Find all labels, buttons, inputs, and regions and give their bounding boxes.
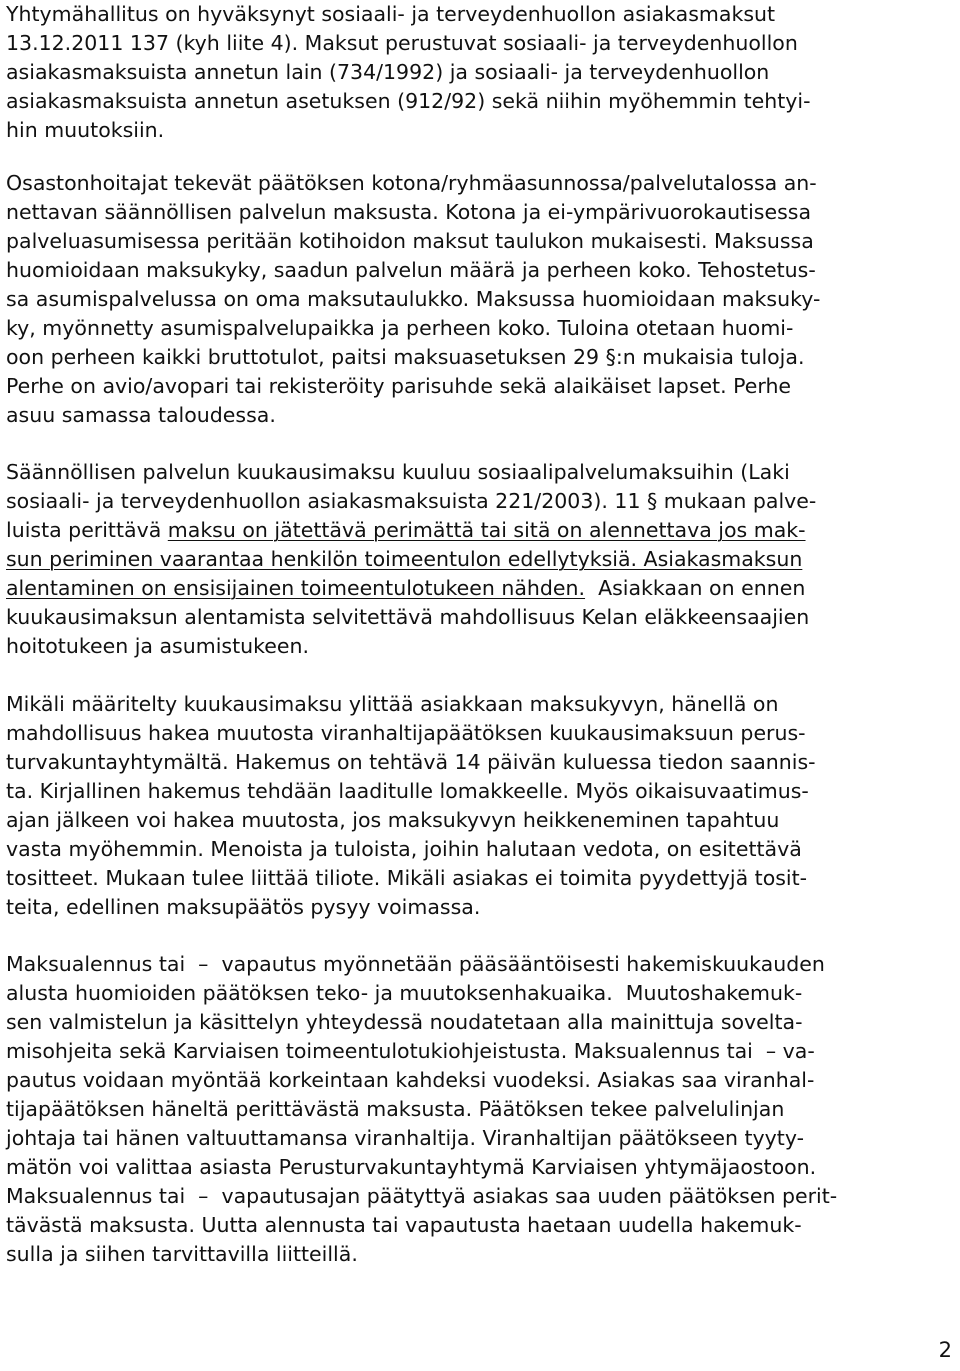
text-run: Mikäli määritelty kuukausimaksu ylittää asiakkaan maksukyvyn, hänellä on bbox=[6, 692, 779, 716]
text-line bbox=[6, 58, 810, 87]
text-line bbox=[6, 690, 816, 719]
text-run: oon perheen kaikki bruttotulot, paitsi maksuasetuksen 29 §:n mukaisia tuloja. bbox=[6, 345, 805, 369]
text-run: asuu samassa taloudessa. bbox=[6, 403, 276, 427]
text-line bbox=[6, 835, 816, 864]
text-line bbox=[6, 372, 820, 401]
text-line bbox=[6, 227, 820, 256]
text-line bbox=[6, 87, 810, 116]
text-run: sa asumispalvelussa on oma maksutaulukko. Maksussa huomioidaan maksuky- bbox=[6, 287, 821, 311]
text-run: sulla ja siihen tarvittavilla liitteillä. bbox=[6, 1242, 358, 1266]
text-line bbox=[6, 314, 820, 343]
text-run: johtaja tai hänen valtuuttamansa viranhaltija. Viranhaltijan päätökseen tyyty- bbox=[6, 1126, 805, 1150]
text-run: ky, myönnetty asumispalvelupaikka ja perheen koko. Tuloina otetaan huomi- bbox=[6, 316, 794, 340]
text-line bbox=[6, 864, 816, 893]
page-number: 2 bbox=[938, 1338, 952, 1362]
text-run: kuukausimaksun alentamista selvitettävä mahdollisuus Kelan eläkkeensaajien bbox=[6, 605, 810, 629]
text-run: hin muutoksiin. bbox=[6, 118, 165, 142]
text-run: turvakuntayhtymältä. Hakemus on tehtävä 14 päivän kuluessa tiedon saannis- bbox=[6, 750, 816, 774]
text-line bbox=[6, 1008, 837, 1037]
text-run: mahdollisuus hakea muutosta viranhaltijapäätöksen kuukausimaksuun perus- bbox=[6, 721, 806, 745]
underlined-text-run: maksu on jätettävä perimättä tai sitä on alennettava jos mak- bbox=[167, 518, 806, 542]
text-run: tositteet. Mukaan tulee liittää tiliote. Mikäli asiakas ei toimita pyydettyjä tosit- bbox=[6, 866, 808, 890]
text-run: pautus voidaan myöntää korkeintaan kahdeksi vuodeksi. Asiakas saa viranhal- bbox=[6, 1068, 815, 1092]
paragraph bbox=[6, 458, 816, 661]
text-run: Yhtymähallitus on hyväksynyt sosiaali- ja terveydenhuollon asiakasmaksut bbox=[6, 2, 776, 26]
paragraph bbox=[6, 0, 810, 145]
paragraph bbox=[6, 690, 816, 922]
text-run: 13.12.2011 137 (kyh liite 4). Maksut perustuvat sosiaali- ja terveydenhuollon bbox=[6, 31, 798, 55]
text-run: Perhe on avio/avopari tai rekisteröity parisuhde sekä alaikäiset lapset. Perhe bbox=[6, 374, 792, 398]
text-run: asiakasmaksuista annetun asetuksen (912/92) sekä niihin myöhemmin tehtyi- bbox=[6, 89, 811, 113]
text-line bbox=[6, 632, 816, 661]
text-run: palveluasumisessa peritään kotihoidon maksut taulukon mukaisesti. Maksussa bbox=[6, 229, 814, 253]
text-line bbox=[6, 574, 816, 603]
text-run: Asiakkaan on ennen bbox=[585, 576, 806, 600]
text-line bbox=[6, 950, 837, 979]
text-run: teita, edellinen maksupäätös pysyy voimassa. bbox=[6, 895, 481, 919]
text-run: tävästä maksusta. Uutta alennusta tai vapautusta haetaan uudella hakemuk- bbox=[6, 1213, 802, 1237]
text-line bbox=[6, 1182, 837, 1211]
text-run: misohjeita sekä Karviaisen toimeentulotukiohjeistusta. Maksualennus tai – va- bbox=[6, 1039, 815, 1063]
text-line bbox=[6, 806, 816, 835]
text-line bbox=[6, 719, 816, 748]
text-run: nettavan säännöllisen palvelun maksusta. Kotona ja ei-ympärivuorokautisessa bbox=[6, 200, 812, 224]
text-line bbox=[6, 285, 820, 314]
text-line bbox=[6, 458, 816, 487]
text-line bbox=[6, 487, 816, 516]
text-run: Maksualennus tai – vapautusajan päätyttyä asiakas saa uuden päätöksen perit- bbox=[6, 1184, 838, 1208]
text-run: Säännöllisen palvelun kuukausimaksu kuuluu sosiaalipalvelumaksuihin (Laki bbox=[6, 460, 790, 484]
text-line bbox=[6, 116, 810, 145]
text-line bbox=[6, 1095, 837, 1124]
text-run: sen valmistelun ja käsittelyn yhteydessä noudatetaan alla mainittuja soveltа- bbox=[6, 1010, 803, 1034]
text-line bbox=[6, 29, 810, 58]
text-line bbox=[6, 1037, 837, 1066]
underlined-text-run: alentaminen on ensisijainen toimeentulotukeen nähden. bbox=[6, 576, 586, 600]
text-line bbox=[6, 1240, 837, 1269]
underlined-text-run: sun periminen vaarantaa henkilön toimeentulon edellytyksiä. Asiakasmaksun bbox=[6, 547, 803, 571]
text-run: Maksualennus tai – vapautus myönnetään pääsääntöisesti hakemiskuukauden bbox=[6, 952, 825, 976]
text-line bbox=[6, 401, 820, 430]
text-run: sosiaali- ja terveydenhuollon asiakasmaksuista 221/2003). 11 § mukaan palve- bbox=[6, 489, 817, 513]
paragraph bbox=[6, 950, 837, 1269]
text-line bbox=[6, 169, 820, 198]
text-line bbox=[6, 603, 816, 632]
text-run: hoitotukeen ja asumistukeen. bbox=[6, 634, 309, 658]
paragraph bbox=[6, 169, 820, 430]
text-line bbox=[6, 343, 820, 372]
text-line bbox=[6, 516, 816, 545]
text-line bbox=[6, 1066, 837, 1095]
text-line bbox=[6, 0, 810, 29]
text-line bbox=[6, 979, 837, 1008]
text-run: luista perittävä bbox=[6, 518, 168, 542]
text-run: alusta huomioiden päätöksen teko- ja muutoksenhakuaika. Muutoshakemuk- bbox=[6, 981, 803, 1005]
text-run: Osastonhoitajat tekevät päätöksen kotona/ryhmäasunnossa/palvelutalossa an- bbox=[6, 171, 817, 195]
text-run: mätön voi valittaa asiasta Perusturvakuntayhtymä Karviaisen yhtymäjaostoon. bbox=[6, 1155, 817, 1179]
text-line bbox=[6, 256, 820, 285]
text-run: ajan jälkeen voi hakea muutosta, jos maksukyvyn heikkeneminen tapahtuu bbox=[6, 808, 780, 832]
text-line bbox=[6, 1211, 837, 1240]
text-run: tijapäätöksen häneltä perittävästä maksusta. Päätöksen tekee palvelulinjan bbox=[6, 1097, 785, 1121]
text-line bbox=[6, 748, 816, 777]
text-line bbox=[6, 777, 816, 806]
text-run: vasta myöhemmin. Menoista ja tuloista, joihin halutaan vedota, on esitettävä bbox=[6, 837, 802, 861]
text-run: huomioidaan maksukyky, saadun palvelun määrä ja perheen koko. Tehostetus- bbox=[6, 258, 816, 282]
text-line bbox=[6, 198, 820, 227]
text-line bbox=[6, 545, 816, 574]
text-line bbox=[6, 893, 816, 922]
text-run: asiakasmaksuista annetun lain (734/1992) ja sosiaali- ja terveydenhuollon bbox=[6, 60, 770, 84]
text-line bbox=[6, 1153, 837, 1182]
text-line bbox=[6, 1124, 837, 1153]
text-run: ta. Kirjallinen hakemus tehdään laaditulle lomakkeelle. Myös oikaisuvaatimus- bbox=[6, 779, 809, 803]
